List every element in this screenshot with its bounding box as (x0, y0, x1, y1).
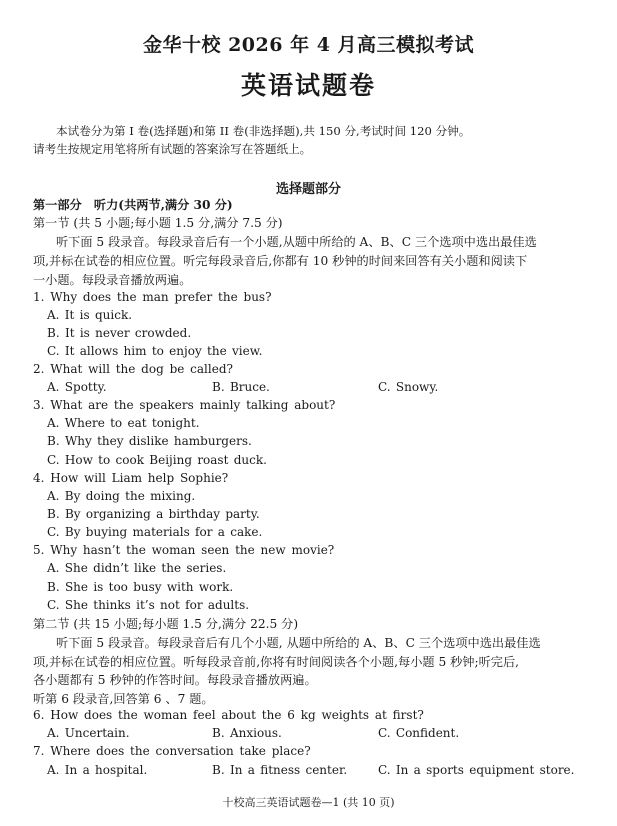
sec1-instruction-line: 听下面 5 段录音。每段录音后有一个小题,从题中所给的 A、B、C 三个选项中选出最佳选 (56, 235, 537, 249)
sec2-listen-note: 听第 6 段录音,回答第 6 、7 题。 (33, 692, 214, 706)
question-3-option-a: A. Where to eat tonight. (47, 416, 200, 430)
question-5-option-a: A. She didn’t like the series. (47, 561, 227, 575)
question-5-option-c: C. She thinks it’s not for adults. (47, 598, 250, 612)
question-2-stem: 2. What will the dog be called? (33, 362, 233, 376)
part1-heading: 第一部分 听力(共两节,满分 30 分) (33, 198, 233, 212)
question-1-option-a: A. It is quick. (47, 308, 133, 322)
question-4-stem: 4. How will Liam help Sophie? (33, 471, 229, 485)
question-6-stem: 6. How does the woman feel about the 6 kg weights at first? (33, 708, 424, 722)
intro-line-2: 请考生按规定用笔将所有试题的答案涂写在答题纸上。 (33, 142, 312, 156)
question-6-option-b: B. Anxious. (212, 726, 282, 740)
section-heading: 选择题部分 (275, 182, 341, 197)
question-7-stem: 7. Where does the conversation take place? (33, 744, 311, 758)
paper-title: 英语试题卷 (240, 71, 376, 100)
question-2-option-a: A. Spotty. (47, 380, 107, 394)
question-4-option-a: A. By doing the mixing. (47, 489, 196, 503)
question-4-option-b: B. By organizing a birthday party. (47, 507, 260, 521)
sec2-instruction-line: 项,并标在试卷的相应位置。听每段录音前,你将有时间阅读各个小题,每小题 5 秒钟;听完后, (33, 655, 520, 669)
question-7-option-b: B. In a fitness center. (212, 763, 348, 777)
question-6-option-c: C. Confident. (378, 726, 460, 740)
page-footer: 十校高三英语试题卷—1 (共 10 页) (222, 796, 395, 809)
sec1-instruction-line: 一小题。每段录音播放两遍。 (33, 273, 192, 287)
sec1-instruction-line: 项,并标在试卷的相应位置。听完每段录音后,你都有 10 秒钟的时间来回答有关小题和阅读下 (33, 254, 528, 268)
sec1-heading: 第一节 (共 5 小题;每小题 1.5 分,满分 7.5 分) (33, 216, 283, 230)
question-7-option-c: C. In a sports equipment store. (378, 763, 575, 777)
question-5-stem: 5. Why hasn’t the woman seen the new movie? (33, 543, 335, 557)
sec2-instruction-line: 各小题都有 5 秒钟的作答时间。每段录音播放两遍。 (33, 673, 317, 687)
question-4-option-c: C. By buying materials for a cake. (47, 525, 263, 539)
question-3-option-c: C. How to cook Beijing roast duck. (47, 453, 267, 467)
question-6-option-a: A. Uncertain. (47, 726, 130, 740)
question-1-stem: 1. Why does the man prefer the bus? (33, 290, 272, 304)
question-1-option-c: C. It allows him to enjoy the view. (47, 344, 263, 358)
question-7-option-a: A. In a hospital. (47, 763, 148, 777)
exam-title: 金华十校 2026 年 4 月高三模拟考试 (142, 34, 475, 56)
sec2-instruction-line: 听下面 5 段录音。每段录音后有几个小题, 从题中所给的 A、B、C 三个选项中选出最佳选 (56, 636, 541, 650)
sec2-heading: 第二节 (共 15 小题;每小题 1.5 分,满分 22.5 分) (33, 617, 299, 631)
question-5-option-b: B. She is too busy with work. (47, 580, 234, 594)
intro-line-1: 本试卷分为第 I 卷(选择题)和第 II 卷(非选择题),共 150 分,考试时间 120 分钟。 (56, 124, 471, 138)
question-1-option-b: B. It is never crowded. (47, 326, 192, 340)
question-2-option-b: B. Bruce. (212, 380, 270, 394)
question-3-stem: 3. What are the speakers mainly talking about? (33, 398, 336, 412)
question-3-option-b: B. Why they dislike hamburgers. (47, 434, 252, 448)
question-2-option-c: C. Snowy. (378, 380, 439, 394)
